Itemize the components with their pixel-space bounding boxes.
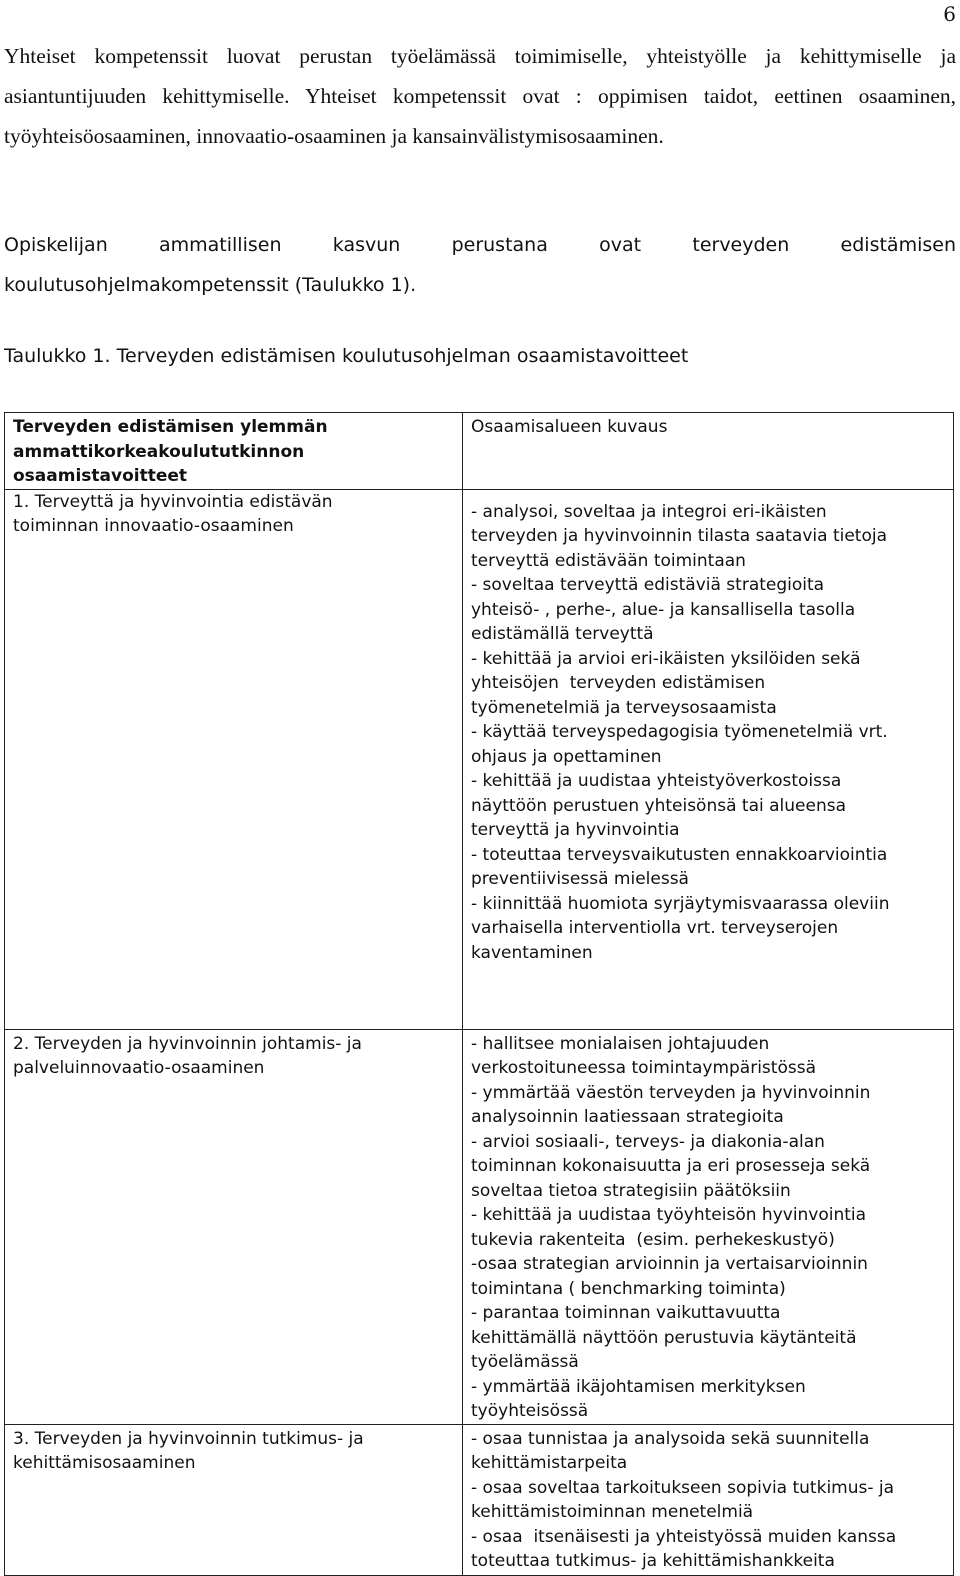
description-line: terveyttä ja hyvinvointia	[471, 820, 680, 840]
competence-title-line: palveluinnovaatio-osaaminen	[13, 1058, 265, 1078]
description-line: soveltaa tietoa strategisiin päätöksiin	[471, 1180, 791, 1201]
description-line: kehittämistoiminnan menetelmiä	[471, 1502, 754, 1522]
description-line: toteuttaa tutkimus- ja kehittämishankkeita	[471, 1551, 835, 1571]
description-line: -osaa strategian arvioinnin ja vertaisarvioinnin	[471, 1254, 868, 1274]
description-line: yhteisö- , perhe-, alue- ja kansallisella tasolla	[471, 599, 856, 620]
description-line: preventiivisessä mielessä	[471, 869, 689, 889]
intro-paragraph: Yhteiset kompetenssit luovat perustan työelämässä toimimiselle, yhteistyölle ja kehittymiselle ja asiantuntijuuden kehittymiselle. Yhteiset kompetenssit ovat : oppimisen taidot, eettinen osaaminen, työyhteisöosaaminen, innovaatio-osaaminen ja kansainvälistymisosaaminen.	[4, 44, 956, 148]
description-line: työelämässä	[471, 1352, 579, 1372]
description-line: verkostoituneessa toimintaympäristössä	[471, 1058, 816, 1078]
header-goals-line: ammattikorkeakoulututkinnon	[13, 441, 305, 462]
table-header-row	[5, 413, 954, 490]
description-line: - ymmärtää väestön terveyden ja hyvinvoinnin	[471, 1082, 871, 1103]
description-line: toimintana ( benchmarking toiminta)	[471, 1278, 786, 1299]
description-line: - toteuttaa terveysvaikutusten ennakkoarviointia	[471, 844, 888, 865]
description-line: - kehittää ja arvioi eri-ikäisten yksilöiden sekä	[471, 648, 861, 669]
description-line: - hallitsee monialaisen johtajuuden	[471, 1033, 770, 1054]
description-line: - kiinnittää huomiota syrjäytymisvaarassa oleviin	[471, 893, 890, 914]
description-line: edistämällä terveyttä	[471, 624, 654, 644]
competence-title-line: 1. Terveyttä ja hyvinvointia edistävän	[13, 491, 333, 512]
description-line: - kehittää ja uudistaa työyhteisön hyvinvointia	[471, 1205, 867, 1225]
description-line: - soveltaa terveyttä edistäviä strategioita	[471, 575, 825, 595]
description-line: analysoinnin laatiessaan strategioita	[471, 1107, 784, 1127]
description-line: yhteisöjen terveyden edistämisen	[471, 673, 766, 693]
description-line: toiminnan kokonaisuutta ja eri prosesseja sekä	[471, 1156, 871, 1176]
table-row	[5, 489, 954, 1029]
competence-title-line: toiminnan innovaatio-osaaminen	[13, 516, 294, 536]
description-line: ohjaus ja opettaminen	[471, 746, 662, 767]
description-line: terveyden ja hyvinvoinnin tilasta saatavia tietoja	[471, 526, 888, 546]
description-line: näyttöön perustuen yhteisönsä tai alueensa	[471, 795, 846, 816]
description-line: kehittämistarpeita	[471, 1453, 628, 1473]
competence-table	[4, 412, 954, 1576]
table-row	[5, 1029, 954, 1424]
competence-description-cell	[463, 489, 954, 1029]
competence-title-cell	[5, 1424, 463, 1575]
description-line: tukevia rakenteita (esim. perhekeskustyö)	[471, 1229, 835, 1250]
description-line: - osaa tunnistaa ja analysoida sekä suunnitella	[471, 1428, 870, 1449]
description-line: - osaa soveltaa tarkoitukseen sopivia tutkimus- ja	[471, 1477, 895, 1498]
header-goals-line: osaamistavoitteet	[13, 466, 188, 486]
description-line: - ymmärtää ikäjohtamisen merkityksen	[471, 1376, 806, 1397]
competence-description-cell	[463, 1029, 954, 1424]
header-description-cell	[463, 413, 954, 490]
competence-title-line: kehittämisosaaminen	[13, 1453, 196, 1473]
description-line: työmenetelmiä ja terveysosaamista	[471, 697, 777, 718]
competence-title-line: 2. Terveyden ja hyvinvoinnin johtamis- ja	[13, 1033, 362, 1054]
table-caption: Taulukko 1. Terveyden edistämisen koulutusohjelman osaamistavoitteet	[4, 345, 689, 367]
header-description: Osaamisalueen kuvaus	[471, 417, 668, 437]
description-line: terveyttä edistävään toimintaan	[471, 550, 746, 571]
description-line: - parantaa toiminnan vaikuttavuutta	[471, 1303, 781, 1323]
page-number: 6	[943, 2, 956, 26]
header-goals-line: Terveyden edistämisen ylemmän	[13, 417, 328, 437]
table-row	[5, 1424, 954, 1575]
competence-title-cell	[5, 489, 463, 1029]
description-line: työyhteisössä	[471, 1401, 589, 1421]
description-line: - arvioi sosiaali-, terveys- ja diakonia-alan	[471, 1131, 825, 1152]
competence-title-cell	[5, 1029, 463, 1424]
description-line: varhaisella interventiolla vrt. terveyserojen	[471, 918, 839, 938]
competence-description-cell	[463, 1424, 954, 1575]
description-line: kaventaminen	[471, 942, 593, 963]
header-goals-cell	[5, 413, 463, 490]
description-line: kehittämällä näyttöön perustuvia käytänteitä	[471, 1327, 857, 1348]
lead-paragraph: Opiskelijan ammatillisen kasvun perustana ovat terveyden edistämisen koulutusohjelmakompetenssit (Taulukko 1).	[4, 234, 956, 296]
description-line: - analysoi, soveltaa ja integroi eri-ikäisten	[471, 501, 827, 522]
description-line: - käyttää terveyspedagogisia työmenetelmiä vrt.	[471, 722, 888, 742]
competence-title-line: 3. Terveyden ja hyvinvoinnin tutkimus- ja	[13, 1428, 364, 1449]
description-line: - osaa itsenäisesti ja yhteistyössä muiden kanssa	[471, 1526, 897, 1547]
description-line: - kehittää ja uudistaa yhteistyöverkostoissa	[471, 771, 842, 791]
